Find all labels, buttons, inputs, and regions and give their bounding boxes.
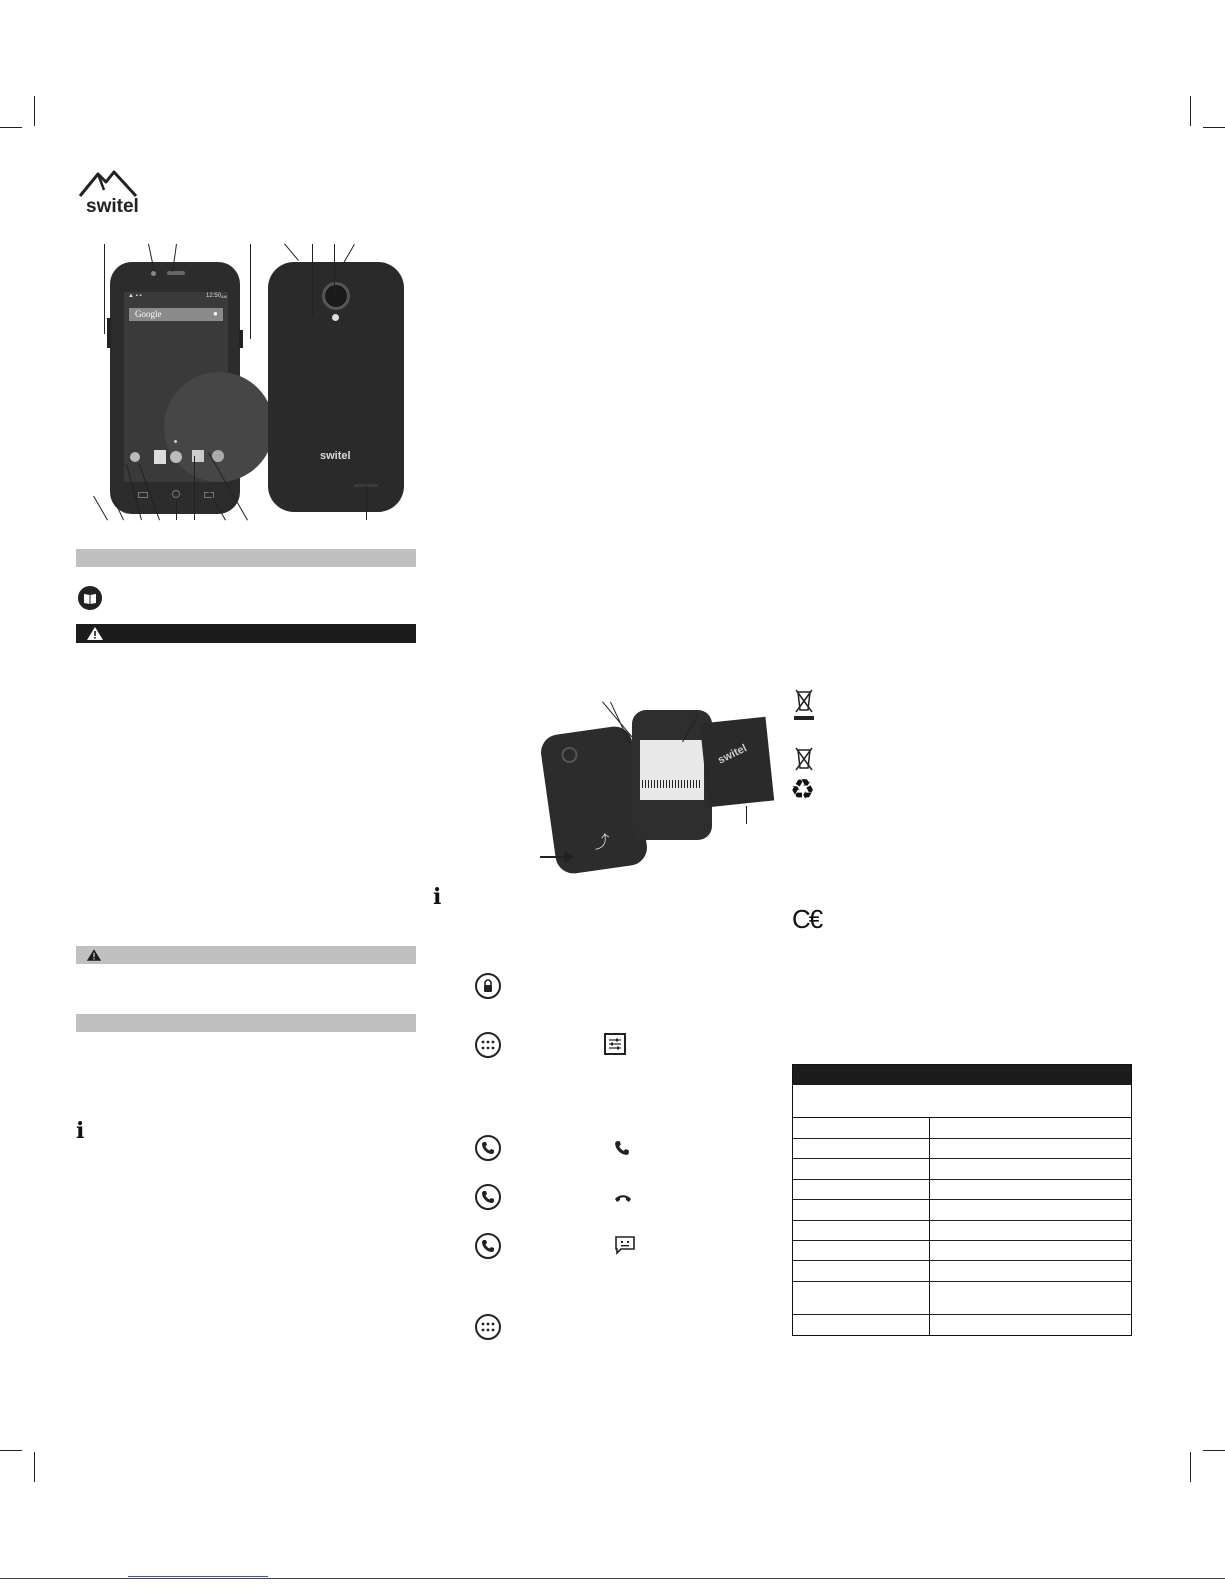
ce-mark-icon: C€ <box>792 904 822 934</box>
status-ampm: AM <box>221 294 227 299</box>
lock-icon <box>475 973 501 999</box>
leader-line <box>284 243 299 260</box>
leader-line <box>194 456 195 520</box>
mic-icon: ● <box>213 309 218 318</box>
rear-camera <box>322 282 350 310</box>
leader-line <box>334 244 335 294</box>
phone-back-view <box>268 262 404 512</box>
apps-grid-icon <box>475 1314 501 1340</box>
phone-handset-icon <box>475 1135 501 1161</box>
home-key <box>172 490 180 498</box>
warning-triangle-icon <box>86 626 104 641</box>
rear-flash <box>332 314 339 321</box>
section-bar <box>76 549 416 567</box>
barcode <box>642 780 700 788</box>
google-logo: Google <box>135 309 162 319</box>
battery-label-area <box>640 740 704 800</box>
front-camera-dot <box>151 271 156 276</box>
spec-row-line <box>793 1314 1131 1315</box>
crossed-bin-icon <box>792 746 816 772</box>
spec-table-header <box>793 1065 1131 1085</box>
crossed-bin-icon <box>792 686 816 722</box>
spec-row-line <box>793 1240 1131 1241</box>
dock-phone-icon <box>130 452 140 462</box>
crop-mark <box>1203 127 1225 128</box>
warning-triangle-icon <box>86 948 102 962</box>
recycle-icon: ♻ <box>790 774 816 805</box>
bottom-link-underline <box>128 1576 268 1577</box>
message-icon <box>614 1235 636 1260</box>
cover-camera <box>560 746 578 764</box>
spec-row-line <box>793 1179 1131 1180</box>
section-bar <box>76 1014 416 1032</box>
leader-line <box>312 244 313 316</box>
spec-table-divider <box>929 1117 930 1335</box>
spec-row-line <box>793 1199 1131 1200</box>
leader-line <box>250 244 251 339</box>
back-logo: switel <box>320 450 351 462</box>
push-arrow-icon <box>540 850 576 862</box>
call-icon <box>614 1140 630 1161</box>
spec-row-line <box>793 1158 1131 1159</box>
hangup-icon <box>614 1190 632 1208</box>
status-time: 12:50 <box>206 293 222 299</box>
crop-mark <box>34 1452 35 1482</box>
leader-line <box>366 486 367 520</box>
warning-bar <box>76 624 416 643</box>
status-bar <box>124 292 228 302</box>
caution-bar <box>76 946 416 964</box>
side-key-right <box>239 330 243 348</box>
bottom-rule <box>0 1578 1225 1579</box>
spec-table <box>792 1064 1132 1336</box>
google-search-bar <box>129 308 223 321</box>
dock-apps-icon <box>170 451 182 463</box>
crop-mark <box>1190 96 1191 126</box>
back-key <box>138 492 148 498</box>
apps-grid-icon <box>475 1032 501 1058</box>
settings-sliders-icon <box>604 1033 626 1055</box>
earpiece <box>167 271 185 275</box>
crop-mark <box>1203 1450 1225 1451</box>
leader-line <box>104 244 105 334</box>
battery-install-illustration <box>540 690 780 870</box>
spec-row-line <box>793 1281 1131 1282</box>
battery-pack <box>700 717 774 807</box>
info-icon: i <box>76 1118 85 1144</box>
phone-screen <box>124 292 228 482</box>
spec-row-line <box>793 1138 1131 1139</box>
spec-row-line <box>793 1220 1131 1221</box>
notification-icons: ▲ ▪ ▪ <box>128 293 142 299</box>
crop-mark <box>0 127 22 128</box>
leader-line <box>93 496 108 521</box>
spec-table-subheader <box>793 1085 1131 1118</box>
dock-contacts-icon <box>154 450 166 464</box>
phone-handset-icon <box>475 1184 501 1210</box>
leader-line <box>176 500 177 520</box>
lift-arrow-icon: ⤴ <box>592 833 612 853</box>
brand-name: switel <box>86 196 139 217</box>
dock <box>128 450 224 466</box>
crop-mark <box>34 96 35 126</box>
crop-mark <box>0 1450 22 1451</box>
brand-logo <box>76 168 142 220</box>
side-key-left <box>107 318 111 348</box>
mountain-logo-icon <box>76 168 142 198</box>
crop-mark <box>1190 1452 1191 1482</box>
battery-logo: switel <box>716 742 749 767</box>
info-icon: i <box>433 884 442 910</box>
spec-row-line <box>793 1260 1131 1261</box>
leader-line <box>746 806 747 824</box>
leader-line <box>343 244 355 264</box>
manual-book-icon <box>78 586 102 610</box>
phone-handset-icon <box>475 1233 501 1259</box>
page-indicator <box>174 440 177 443</box>
